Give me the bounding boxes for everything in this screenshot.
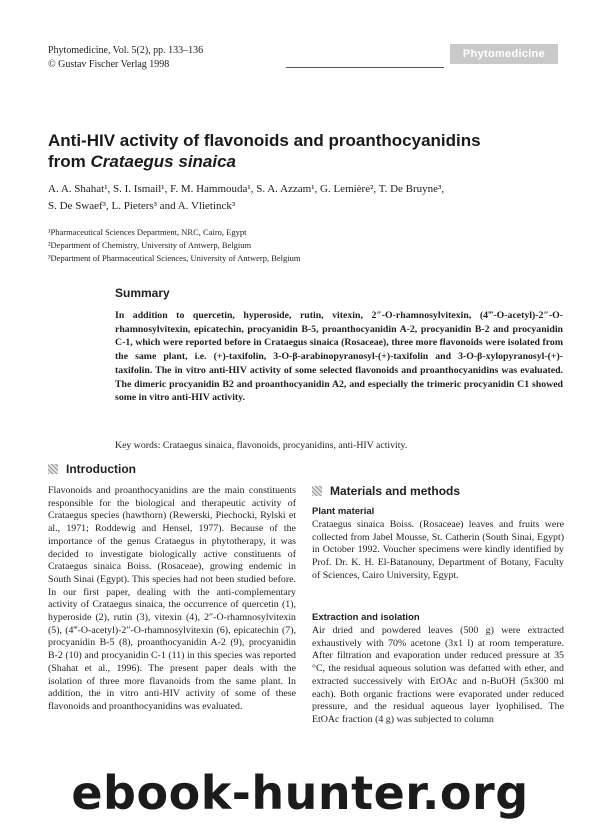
watermark bbox=[0, 760, 600, 825]
author-line-1: A. A. Shahat¹, S. I. Ismail¹, F. M. Hammouda¹, S. A. Azzam¹, G. Lemière², T. De Bruyne³, bbox=[48, 183, 445, 195]
title-prefix: from bbox=[48, 152, 91, 171]
journal-info bbox=[48, 44, 203, 72]
affiliation-3: ³Department of Pharmaceutical Sciences, University of Antwerp, Belgium bbox=[48, 253, 301, 263]
title-species: Crataegus sinaica bbox=[90, 152, 237, 171]
header-rule bbox=[286, 67, 444, 68]
introduction-heading bbox=[48, 462, 136, 476]
author-line-2: S. De Swaef³, L. Pieters³ and A. Vlietinck³ bbox=[48, 200, 236, 212]
paper-title bbox=[48, 130, 481, 172]
methods-heading bbox=[312, 484, 460, 498]
introduction-heading-text: Introduction bbox=[66, 462, 136, 476]
keywords bbox=[115, 439, 563, 452]
introduction-text: Flavonoids and proanthocyanidins are the main constituents responsible for the biological and therapeutic activity of Crataegus species (hawthorn) (Rewerski, Piechocki, Rylski et al., 1971; Roddewig and Hensel, 1977). Because of the importance of the genus Crataegus in phytotherapy, it was decided to investigate biologically active constituents of Crataegus sinaica Boiss. (Rosaceae), growing endemic in South Sinai (Egypt). This species had not been studied before. In our first paper, dealing with the anti-complementary activity of Crataegus sinaica, the occurrence of quercetin (1), hyperoside (2), rutin (3), vitexin (4), 2″-O-rhamnosylvitexin (5), (4‴-O-acetyl)-2″-O-rhamnosylvitexin (6), epicatechin (7), procyanidin B-5 (8), proanthocyanidin A-2 (9), procyanidin B-2 (10) and procyanidin C-1 (11) in this species was reported (Shahat et al., 1996). The present paper deals with the isolation of three more flavanoids from the same plant. In addition, the in vitro anti-HIV activity of some of these flavonoids and proanthocyanidins was evaluated. bbox=[48, 485, 296, 712]
keywords-label: Key words: bbox=[115, 440, 163, 451]
plant-material-text: Crataegus sinaica Boiss. (Rosaceae) leaves and fruits were collected from Jabel Mousse, St. Catherin (South Sinai, Egypt) in October 1992. Voucher specimens were kindly identified by Prof. Dr. K. H. El-Batanouny, Department of Botany, Faculty of Sciences, Cairo University, Egypt. bbox=[312, 519, 564, 581]
title-line-2 bbox=[48, 151, 481, 172]
journal-citation: Phytomedicine, Vol. 5(2), pp. 133–136 bbox=[48, 45, 204, 56]
methods-heading-text: Materials and methods bbox=[330, 484, 461, 498]
affiliation-1: ¹Pharmaceutical Sciences Department, NRC, Cairo, Egypt bbox=[48, 227, 247, 237]
journal-badge: Phytomedicine bbox=[450, 44, 558, 64]
section-marker-icon bbox=[312, 486, 322, 496]
extraction-text: Air dried and powdered leaves (500 g) were extracted exhaustively with 70% acetone (3x1 l) at room temperature. After filtration and evaporation under reduced pressure at 35 °C, the residual aqueous solution was defatted with ether, and extracted successively with EtOAc and n-BuOH (5x300 ml each). Both organic fractions were evaporated under reduced pressure, and the residual aqueous layer lyophilised. The EtOAc fraction (4 g) was subjected to column bbox=[312, 625, 564, 725]
keywords-text: Crataegus sinaica, flavonoids, procyanidins, anti-HIV activity. bbox=[162, 440, 408, 451]
author-list bbox=[48, 181, 568, 215]
affiliations bbox=[48, 226, 301, 265]
title-line-1: Anti-HIV activity of flavonoids and proanthocyanidins bbox=[48, 131, 481, 150]
plant-material-heading: Plant material bbox=[312, 506, 375, 517]
summary-text: In addition to quercetin, hyperoside, rutin, vitexin, 2″-O-rhamnosylvitexin, (4‴-O-acetyl)-2″-O-rhamnosylvitexin, epicatechin, procyanidin B-5, proanthocyanidin A-2, procyanidin B-2 and procyanidin C-1, which were reported before in Crataegus sinaica (Rosaceae), three more flavonoids were isolated from the same plant, i.e. (+)-taxifolin, 3-O-β-arabinopyranosyl-(+)-taxifolin and 3-O-β-xylopyranosyl-(+)-taxifolin. The in vitro anti-HIV activity of some selected flavonoids and proanthocyanidins was evaluated. The dimeric procyanidin B2 and proanthocyanidin A2, and especially the trimeric procyanidin C1 showed some in vitro anti-HIV activity. bbox=[115, 310, 563, 404]
section-marker-icon bbox=[48, 464, 58, 474]
affiliation-2: ²Department of Chemistry, University of Antwerp, Belgium bbox=[48, 240, 252, 250]
extraction-heading: Extraction and isolation bbox=[312, 612, 420, 623]
summary-heading: Summary bbox=[115, 286, 170, 300]
watermark-text: ebook-hunter.org bbox=[71, 765, 529, 820]
publisher-copyright: © Gustav Fischer Verlag 1998 bbox=[48, 59, 170, 70]
